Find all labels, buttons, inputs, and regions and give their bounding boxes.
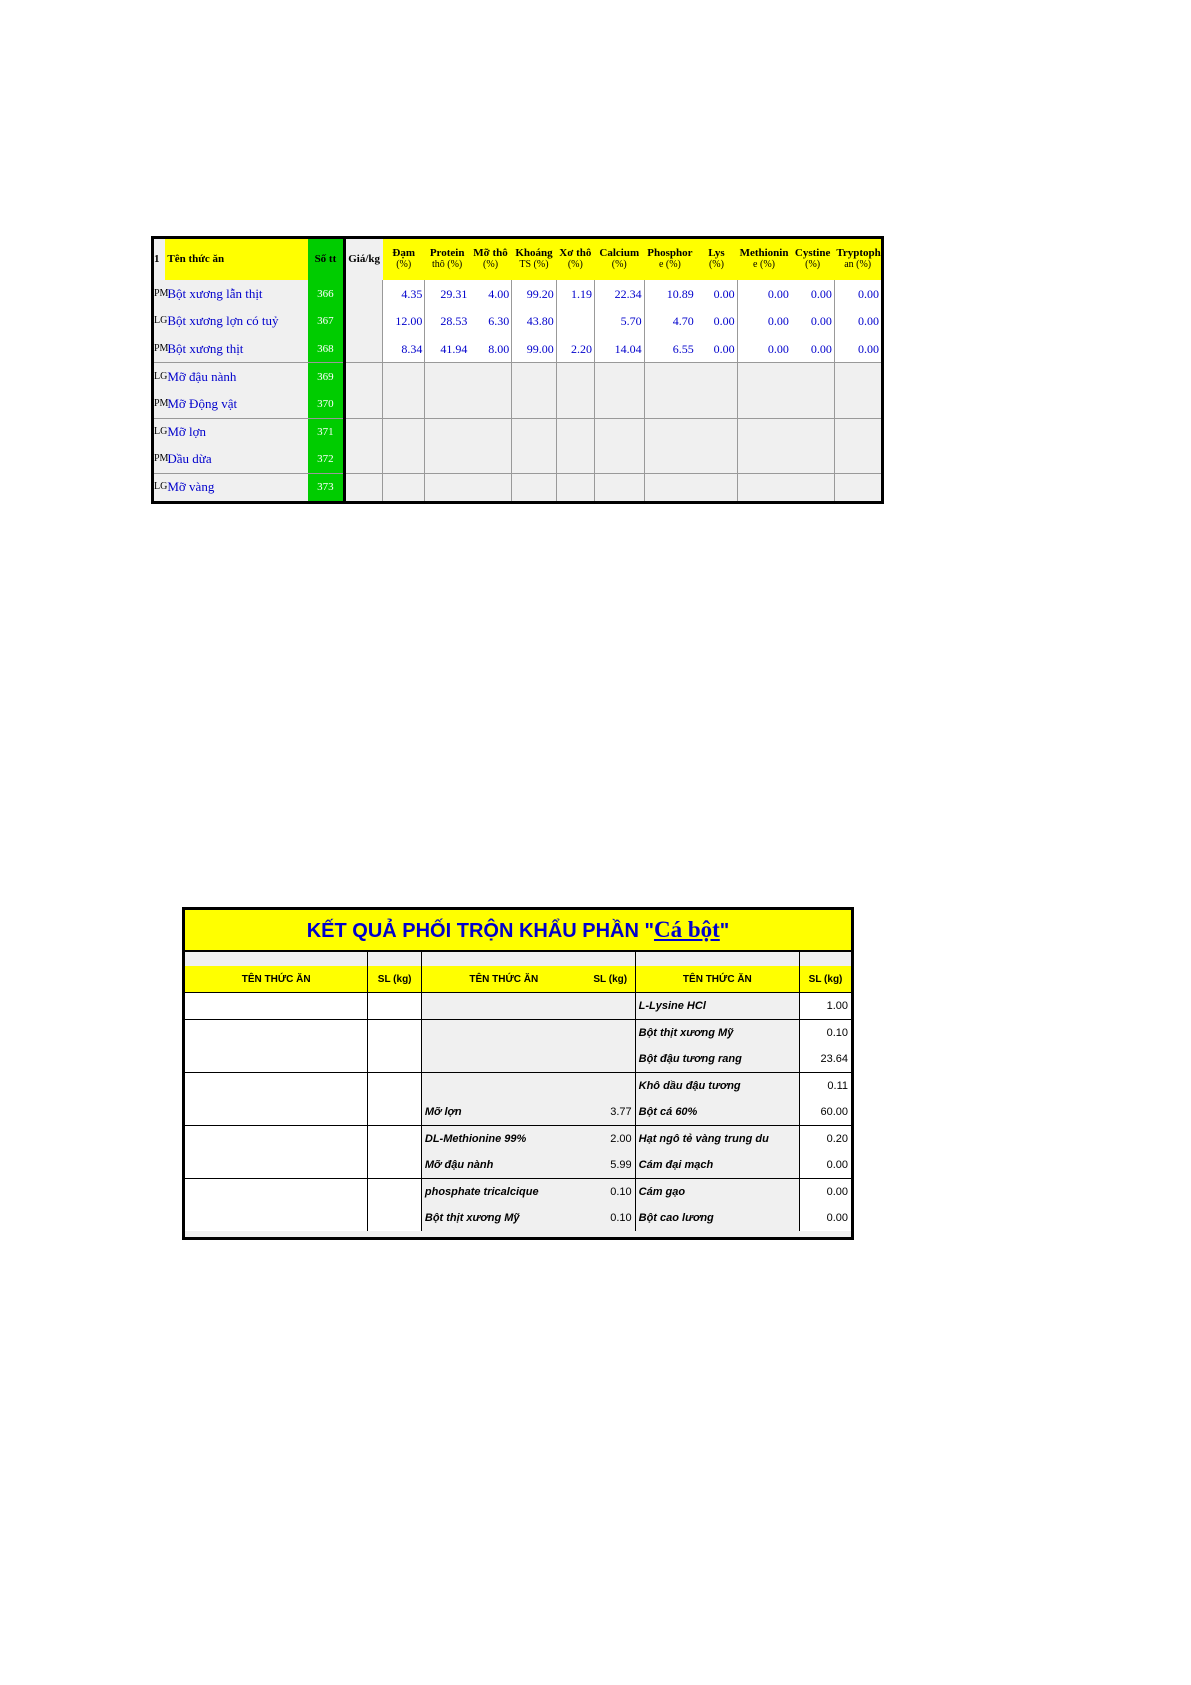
qty-cell-2[interactable]: 2.00 bbox=[586, 1126, 635, 1153]
ingredient-code[interactable]: 373 bbox=[308, 473, 344, 501]
food-cell-2[interactable]: Mỡ đậu nành bbox=[421, 1152, 585, 1179]
col-header-protein[interactable]: Protein thô (%) bbox=[425, 239, 469, 280]
value-cell[interactable] bbox=[556, 390, 594, 418]
value-cell[interactable] bbox=[834, 418, 881, 446]
value-cell[interactable]: 41.94 bbox=[425, 335, 469, 363]
qty-cell-1[interactable] bbox=[368, 1152, 421, 1179]
ingredient-code[interactable]: 369 bbox=[308, 363, 344, 391]
price-cell[interactable] bbox=[344, 280, 382, 308]
qty-cell-3[interactable]: 0.00 bbox=[800, 1205, 851, 1231]
row-index[interactable]: PM bbox=[154, 335, 165, 363]
value-cell[interactable]: 0.00 bbox=[791, 280, 834, 308]
value-cell[interactable] bbox=[791, 473, 834, 501]
sheet-row bbox=[154, 418, 881, 446]
ingredient-code[interactable]: 367 bbox=[308, 308, 344, 336]
value-cell[interactable] bbox=[696, 418, 737, 446]
ingredient-name[interactable]: Dầu dừa bbox=[167, 451, 212, 467]
food-cell-2[interactable] bbox=[421, 993, 585, 1020]
sheet-row bbox=[154, 280, 881, 308]
result-row bbox=[185, 1179, 851, 1206]
result-row bbox=[185, 1020, 851, 1047]
value-cell[interactable]: 99.00 bbox=[512, 335, 556, 363]
food-cell-2[interactable]: Mỡ lợn bbox=[421, 1099, 585, 1126]
row-index[interactable]: LG bbox=[154, 473, 165, 501]
qty-cell-3[interactable]: 0.00 bbox=[800, 1179, 851, 1206]
col-header-lys[interactable]: Lys (%) bbox=[696, 239, 737, 280]
value-cell[interactable] bbox=[644, 418, 696, 446]
price-cell[interactable] bbox=[344, 390, 382, 418]
feed-ingredient-sheet bbox=[151, 236, 884, 504]
value-cell[interactable]: 12.00 bbox=[383, 308, 425, 336]
col-header-methionine[interactable]: Methionin e (%) bbox=[737, 239, 791, 280]
food-cell-2[interactable] bbox=[421, 1046, 585, 1073]
result-row bbox=[185, 1099, 851, 1126]
value-cell[interactable] bbox=[644, 363, 696, 391]
value-cell[interactable]: 0.00 bbox=[791, 335, 834, 363]
food-cell-1[interactable] bbox=[185, 1020, 368, 1047]
qty-cell-2[interactable] bbox=[586, 1020, 635, 1047]
sheet-row bbox=[154, 363, 881, 391]
result-row bbox=[185, 993, 851, 1020]
result-row bbox=[185, 1205, 851, 1231]
row-index[interactable]: LG bbox=[154, 308, 165, 336]
value-cell[interactable] bbox=[425, 363, 469, 391]
qty-header-2: SL (kg) bbox=[586, 966, 635, 993]
value-cell[interactable] bbox=[644, 473, 696, 501]
ingredient-name[interactable]: Bột xương lẫn thịt bbox=[167, 285, 263, 301]
value-cell[interactable] bbox=[556, 446, 594, 474]
qty-cell-2[interactable] bbox=[586, 1073, 635, 1100]
result-title-suffix: " bbox=[719, 920, 730, 942]
value-cell[interactable]: 8.00 bbox=[469, 335, 511, 363]
value-cell[interactable]: 0.00 bbox=[834, 308, 881, 336]
food-cell-2[interactable]: Bột thịt xương Mỹ bbox=[421, 1205, 585, 1231]
food-cell-1[interactable] bbox=[185, 1099, 368, 1126]
value-cell[interactable] bbox=[556, 473, 594, 501]
value-cell[interactable]: 4.70 bbox=[644, 308, 696, 336]
value-cell[interactable] bbox=[383, 390, 425, 418]
qty-cell-3[interactable]: 0.20 bbox=[800, 1126, 851, 1153]
ingredient-code[interactable]: 372 bbox=[308, 446, 344, 474]
food-cell-2[interactable]: DL-Methionine 99% bbox=[421, 1126, 585, 1153]
price-cell[interactable] bbox=[344, 473, 382, 501]
qty-cell-2[interactable] bbox=[586, 993, 635, 1020]
food-cell-1[interactable] bbox=[185, 1179, 368, 1206]
value-cell[interactable] bbox=[469, 446, 511, 474]
food-cell-3[interactable]: Bột thịt xương Mỹ bbox=[635, 1020, 799, 1047]
food-cell-3[interactable]: Khô dầu đậu tương bbox=[635, 1073, 799, 1100]
food-cell-1[interactable] bbox=[185, 1073, 368, 1100]
value-cell[interactable] bbox=[383, 363, 425, 391]
qty-cell-3[interactable]: 0.00 bbox=[800, 1152, 851, 1179]
qty-cell-1[interactable] bbox=[368, 1073, 421, 1100]
qty-cell-2[interactable]: 0.10 bbox=[586, 1205, 635, 1231]
qty-cell-2[interactable]: 3.77 bbox=[586, 1099, 635, 1126]
food-cell-2[interactable] bbox=[421, 1073, 585, 1100]
value-cell[interactable] bbox=[791, 446, 834, 474]
value-cell[interactable] bbox=[696, 363, 737, 391]
col-header-cystine[interactable]: Cystine (%) bbox=[791, 239, 834, 280]
food-header-2: TÊN THỨC ĂN bbox=[421, 966, 585, 993]
result-row bbox=[185, 1073, 851, 1100]
qty-cell-1[interactable] bbox=[368, 1126, 421, 1153]
value-cell[interactable]: 43.80 bbox=[512, 308, 556, 336]
value-cell[interactable] bbox=[737, 418, 791, 446]
value-cell[interactable]: 2.20 bbox=[556, 335, 594, 363]
value-cell[interactable]: 14.04 bbox=[594, 335, 644, 363]
value-cell[interactable]: 0.00 bbox=[737, 308, 791, 336]
col-header-dam[interactable]: Đạm (%) bbox=[383, 239, 425, 280]
value-cell[interactable]: 28.53 bbox=[425, 308, 469, 336]
sheet-row bbox=[154, 446, 881, 474]
result-spacer-row bbox=[185, 952, 851, 966]
qty-cell-1[interactable] bbox=[368, 993, 421, 1020]
value-cell[interactable] bbox=[425, 418, 469, 446]
value-cell[interactable] bbox=[737, 363, 791, 391]
sheet-row bbox=[154, 335, 881, 363]
value-cell[interactable] bbox=[594, 446, 644, 474]
value-cell[interactable] bbox=[512, 390, 556, 418]
value-cell[interactable] bbox=[696, 446, 737, 474]
qty-cell-2[interactable] bbox=[586, 1046, 635, 1073]
value-cell[interactable]: 1.19 bbox=[556, 280, 594, 308]
value-cell[interactable] bbox=[383, 446, 425, 474]
ingredient-name[interactable]: Bột xương thịt bbox=[167, 340, 244, 356]
col-header-calcium[interactable]: Calcium (%) bbox=[594, 239, 644, 280]
price-column-header[interactable]: Giá/kg bbox=[344, 239, 382, 280]
ingredient-name[interactable]: Mỡ Động vật bbox=[167, 396, 238, 411]
value-cell[interactable] bbox=[556, 418, 594, 446]
value-cell[interactable]: 0.00 bbox=[737, 280, 791, 308]
value-cell[interactable] bbox=[469, 363, 511, 391]
col-header-mo-tho[interactable]: Mỡ thô (%) bbox=[469, 239, 511, 280]
value-cell[interactable] bbox=[594, 390, 644, 418]
name-column-header[interactable]: Tên thức ăn bbox=[165, 239, 308, 280]
result-title bbox=[185, 910, 851, 952]
qty-cell-2[interactable]: 0.10 bbox=[586, 1179, 635, 1206]
row-index[interactable]: PM bbox=[154, 446, 165, 474]
row-index[interactable]: LG bbox=[154, 363, 165, 391]
value-cell[interactable] bbox=[556, 308, 594, 336]
value-cell[interactable] bbox=[791, 418, 834, 446]
food-cell-3[interactable]: Cám đại mạch bbox=[635, 1152, 799, 1179]
result-header-row bbox=[185, 966, 851, 993]
col-header-khoang[interactable]: Khoáng TS (%) bbox=[512, 239, 556, 280]
sheet-header-row bbox=[154, 239, 881, 280]
dish-name[interactable]: Cá bột bbox=[653, 917, 720, 942]
food-cell-3[interactable]: Cám gạo bbox=[635, 1179, 799, 1206]
value-cell[interactable]: 0.00 bbox=[696, 335, 737, 363]
ingredient-name[interactable]: Mỡ vàng bbox=[165, 473, 308, 501]
value-cell[interactable] bbox=[696, 473, 737, 501]
ingredient-name[interactable]: Bột xương lợn có tuỷ bbox=[167, 313, 279, 329]
price-cell[interactable] bbox=[344, 363, 382, 391]
value-cell[interactable]: 5.70 bbox=[594, 308, 644, 336]
row-index-header[interactable]: 1 bbox=[154, 239, 165, 280]
food-cell-2[interactable] bbox=[421, 1020, 585, 1047]
value-cell[interactable] bbox=[834, 390, 881, 418]
value-cell[interactable] bbox=[425, 390, 469, 418]
value-cell[interactable] bbox=[791, 390, 834, 418]
food-cell-3[interactable]: Bột cao lương bbox=[635, 1205, 799, 1231]
qty-cell-1[interactable] bbox=[368, 1020, 421, 1047]
ingredient-code[interactable]: 368 bbox=[308, 335, 344, 363]
qty-cell-3[interactable]: 1.00 bbox=[800, 993, 851, 1020]
result-title-prefix: KẾT QUẢ PHỐI TRỘN KHẨU PHẦN " bbox=[306, 920, 654, 942]
value-cell[interactable] bbox=[834, 446, 881, 474]
value-cell[interactable] bbox=[383, 418, 425, 446]
value-cell[interactable]: 0.00 bbox=[791, 308, 834, 336]
value-cell[interactable] bbox=[469, 390, 511, 418]
value-cell[interactable] bbox=[737, 446, 791, 474]
qty-header-3: SL (kg) bbox=[800, 966, 851, 993]
value-cell[interactable] bbox=[425, 473, 469, 501]
qty-cell-3[interactable]: 23.64 bbox=[800, 1046, 851, 1073]
qty-header-1: SL (kg) bbox=[368, 966, 421, 993]
food-cell-1[interactable] bbox=[185, 1046, 368, 1073]
value-cell[interactable] bbox=[512, 473, 556, 501]
value-cell[interactable]: 22.34 bbox=[594, 280, 644, 308]
ingredient-name[interactable]: Mỡ lợn bbox=[165, 418, 308, 446]
code-column-header[interactable]: Số tt bbox=[308, 239, 344, 280]
value-cell[interactable] bbox=[556, 363, 594, 391]
result-row bbox=[185, 1046, 851, 1073]
food-cell-3[interactable]: Bột cá 60% bbox=[635, 1099, 799, 1126]
price-cell[interactable] bbox=[344, 335, 382, 363]
value-cell[interactable] bbox=[594, 363, 644, 391]
qty-cell-2[interactable]: 5.99 bbox=[586, 1152, 635, 1179]
value-cell[interactable]: 6.55 bbox=[644, 335, 696, 363]
result-row bbox=[185, 1126, 851, 1153]
qty-cell-1[interactable] bbox=[368, 1099, 421, 1126]
qty-cell-1[interactable] bbox=[368, 1179, 421, 1206]
value-cell[interactable]: 0.00 bbox=[696, 308, 737, 336]
value-cell[interactable]: 0.00 bbox=[696, 280, 737, 308]
value-cell[interactable]: 0.00 bbox=[737, 335, 791, 363]
qty-cell-3[interactable]: 0.11 bbox=[800, 1073, 851, 1100]
value-cell[interactable] bbox=[425, 446, 469, 474]
value-cell[interactable]: 0.00 bbox=[834, 280, 881, 308]
food-cell-1[interactable] bbox=[185, 1152, 368, 1179]
value-cell[interactable] bbox=[791, 363, 834, 391]
value-cell[interactable]: 4.35 bbox=[383, 280, 425, 308]
col-header-xo-tho[interactable]: Xơ thô (%) bbox=[556, 239, 594, 280]
sheet-row bbox=[154, 308, 881, 336]
price-cell[interactable] bbox=[344, 418, 382, 446]
food-header-1: TÊN THỨC ĂN bbox=[185, 966, 368, 993]
value-cell[interactable] bbox=[512, 418, 556, 446]
food-cell-1[interactable] bbox=[185, 1126, 368, 1153]
food-cell-3[interactable]: L-Lysine HCl bbox=[635, 993, 799, 1020]
qty-cell-1[interactable] bbox=[368, 1046, 421, 1073]
sheet-row bbox=[154, 473, 881, 501]
value-cell[interactable] bbox=[644, 446, 696, 474]
food-cell-2[interactable]: phosphate tricalcique bbox=[421, 1179, 585, 1206]
value-cell[interactable] bbox=[834, 363, 881, 391]
price-cell[interactable] bbox=[344, 446, 382, 474]
row-index[interactable]: PM bbox=[154, 280, 165, 308]
ingredient-code[interactable]: 371 bbox=[308, 418, 344, 446]
mix-result-panel bbox=[182, 907, 854, 1240]
value-cell[interactable]: 6.30 bbox=[469, 308, 511, 336]
food-cell-3[interactable]: Hạt ngô tẻ vàng trung du bbox=[635, 1126, 799, 1153]
value-cell[interactable] bbox=[383, 473, 425, 501]
col-header-phosphore[interactable]: Phosphor e (%) bbox=[644, 239, 696, 280]
qty-cell-3[interactable]: 60.00 bbox=[800, 1099, 851, 1126]
value-cell[interactable]: 10.89 bbox=[644, 280, 696, 308]
value-cell[interactable] bbox=[696, 390, 737, 418]
value-cell[interactable]: 29.31 bbox=[425, 280, 469, 308]
value-cell[interactable]: 0.00 bbox=[834, 335, 881, 363]
value-cell[interactable] bbox=[512, 446, 556, 474]
ingredient-code[interactable]: 366 bbox=[308, 280, 344, 308]
ingredient-name[interactable]: Mỡ đậu nành bbox=[165, 363, 308, 391]
value-cell[interactable]: 99.20 bbox=[512, 280, 556, 308]
value-cell[interactable] bbox=[737, 473, 791, 501]
price-cell[interactable] bbox=[344, 308, 382, 336]
row-index[interactable]: LG bbox=[154, 418, 165, 446]
food-cell-3[interactable]: Bột đậu tương rang bbox=[635, 1046, 799, 1073]
row-index[interactable]: PM bbox=[154, 390, 165, 418]
food-cell-1[interactable] bbox=[185, 1205, 368, 1231]
qty-cell-3[interactable]: 0.10 bbox=[800, 1020, 851, 1047]
value-cell[interactable]: 4.00 bbox=[469, 280, 511, 308]
value-cell[interactable] bbox=[594, 473, 644, 501]
value-cell[interactable] bbox=[469, 418, 511, 446]
value-cell[interactable] bbox=[594, 418, 644, 446]
qty-cell-1[interactable] bbox=[368, 1205, 421, 1231]
col-header-tryptophan[interactable]: Tryptoph an (%) bbox=[834, 239, 881, 280]
food-header-3: TÊN THỨC ĂN bbox=[635, 966, 799, 993]
value-cell[interactable] bbox=[644, 390, 696, 418]
ingredient-code[interactable]: 370 bbox=[308, 390, 344, 418]
food-cell-1[interactable] bbox=[185, 993, 368, 1020]
value-cell[interactable] bbox=[834, 473, 881, 501]
sheet-row bbox=[154, 390, 881, 418]
value-cell[interactable]: 8.34 bbox=[383, 335, 425, 363]
value-cell[interactable] bbox=[737, 390, 791, 418]
value-cell[interactable] bbox=[512, 363, 556, 391]
value-cell[interactable] bbox=[469, 473, 511, 501]
result-row bbox=[185, 1152, 851, 1179]
